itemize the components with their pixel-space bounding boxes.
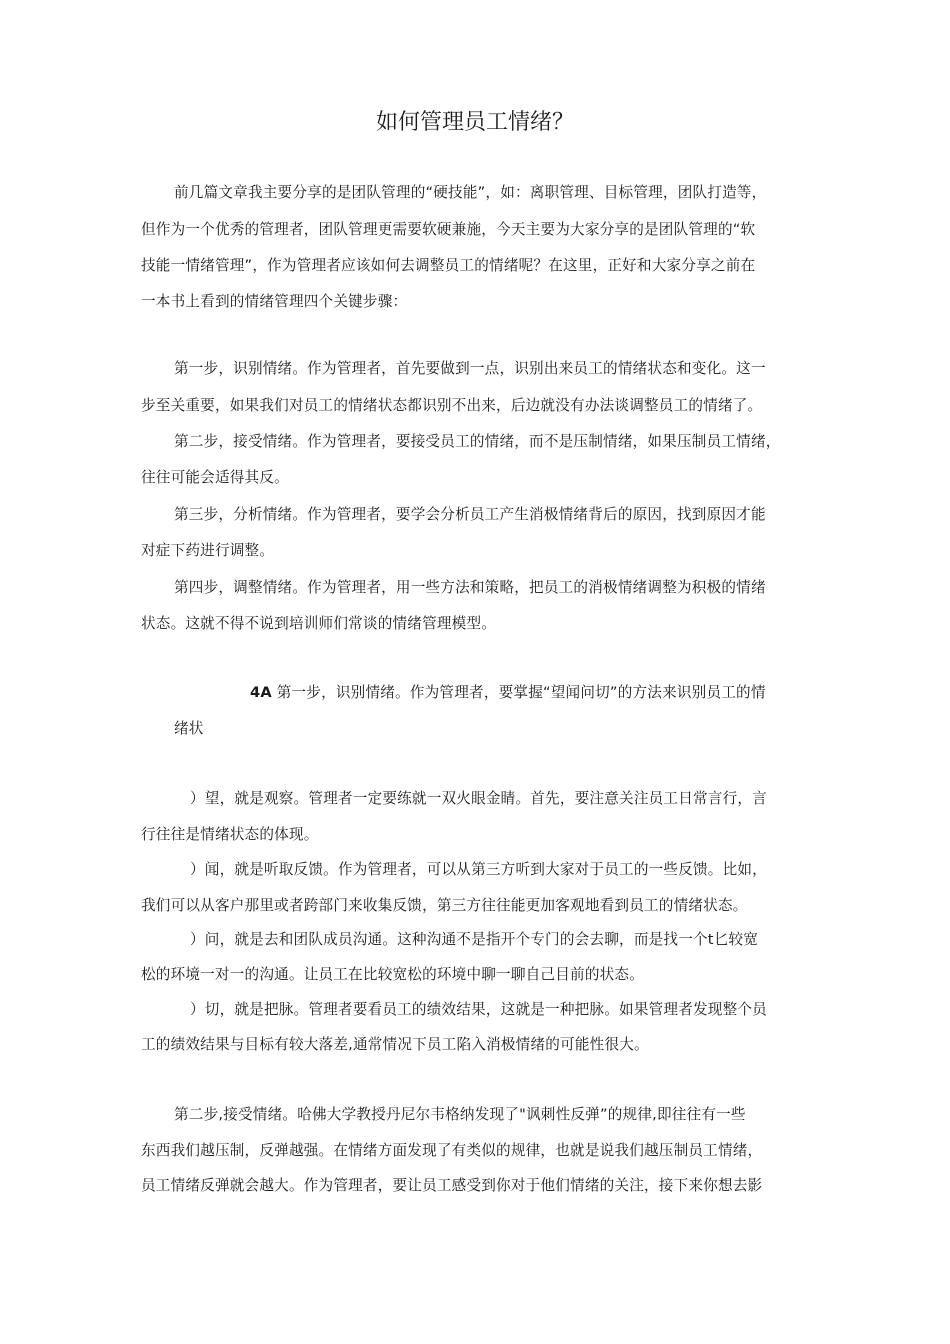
- intro-line-3: 技能一情绪管理”，作为管理者应该如何去调整员工的情绪呢？在这里，正好和大家分享之前在: [141, 257, 756, 274]
- qie-line-1: ）切，就是把脉。管理者要看员工的绩效结果，这就是一种把脉。如果管理者发现整个员: [190, 1001, 767, 1018]
- wang-line-2: 行往往是情绪状态的体现。: [141, 826, 319, 843]
- step-1-line-2: 步至关重要，如果我们对员工的情绪状态都识别不出来，后边就没有办法谈调整员工的情绪了。: [141, 397, 763, 414]
- wen-ask-line-2: 松的环境一对一的沟通。让员工在比较宽松的环境中聊一聊自己目前的状态。: [141, 966, 644, 983]
- model-line-2: 绪状: [174, 720, 204, 737]
- intro-line-1: 前几篇文章我主要分享的是团队管理的“硬技能”，如：离职管理、目标管理，团队打造等，: [174, 184, 767, 201]
- document-title: 如何管理员工情绪？: [375, 110, 574, 135]
- wen-ask-line-1: ）问，就是去和团队成员沟通。这种沟通不是指开个专门的会去聊，而是找一个t匕较宽: [190, 931, 759, 948]
- accept-line-1: 第二步,接受情绪。哈佛大学教授丹尼尔韦格纳发现了"讽刺性反弹”的规律,即往往有一些: [174, 1106, 746, 1123]
- intro-line-2: 但作为一个优秀的管理者，团队管理更需要软硬兼施，今天主要为大家分享的是团队管理的“软: [141, 221, 756, 238]
- step-2-line-2: 往往可能会适得其反。: [141, 469, 289, 486]
- wen-listen-line-1: ）闻，就是听取反馈。作为管理者，可以从第三方听到大家对于员工的一些反馈。比如，: [190, 861, 767, 878]
- accept-line-2: 东西我们越压制，反弹越强。在情绪方面发现了有类似的规律，也就是说我们越压制员工情绪，: [141, 1142, 763, 1159]
- step-4-line-2: 状态。这就不得不说到培训师们常谈的情绪管理模型。: [141, 615, 497, 632]
- step-3-line-1: 第三步，分析情绪。作为管理者，要学会分析员工产生消极情绪背后的原因，找到原因才能: [174, 506, 766, 523]
- step-3-line-2: 对症下药进行调整。: [141, 542, 275, 559]
- intro-line-4: 一本书上看到的情绪管理四个关键步骤：: [141, 293, 408, 310]
- step-1-line-1: 第一步，识别情绪。作为管理者，首先要做到一点，识别出来员工的情绪状态和变化。这一: [174, 360, 766, 377]
- step-4-line-1: 第四步，调整情绪。作为管理者，用一些方法和策略，把员工的消极情绪调整为积极的情绪: [174, 579, 766, 596]
- wang-line-1: ）望，就是观察。管理者一定要练就一双火眼金睛。首先，要注意关注员工日常言行，言: [190, 790, 767, 807]
- model-text: 第一步，识别情绪。作为管理者，要掌握“望闻问切”的方法来识别员工的情: [276, 684, 766, 701]
- model-line-1: [250, 683, 766, 703]
- model-prefix: 4A: [250, 684, 272, 701]
- step-2-line-1: 第二步，接受情绪。作为管理者，要接受员工的情绪，而不是压制情绪，如果压制员工情绪，: [174, 433, 781, 450]
- wen-listen-line-2: 我们可以从客户那里或者跨部门来收集反馈，第三方往往能更加客观地看到员工的情绪状态。: [141, 897, 748, 914]
- accept-line-3: 员工情绪反弹就会越大。作为管理者，要让员工感受到你对于他们情绪的关注，接下来你想去影: [141, 1177, 763, 1194]
- qie-line-2: 工的绩效结果与目标有较大落差,通常情况下员工陷入消极情绪的可能性很大。: [141, 1036, 649, 1053]
